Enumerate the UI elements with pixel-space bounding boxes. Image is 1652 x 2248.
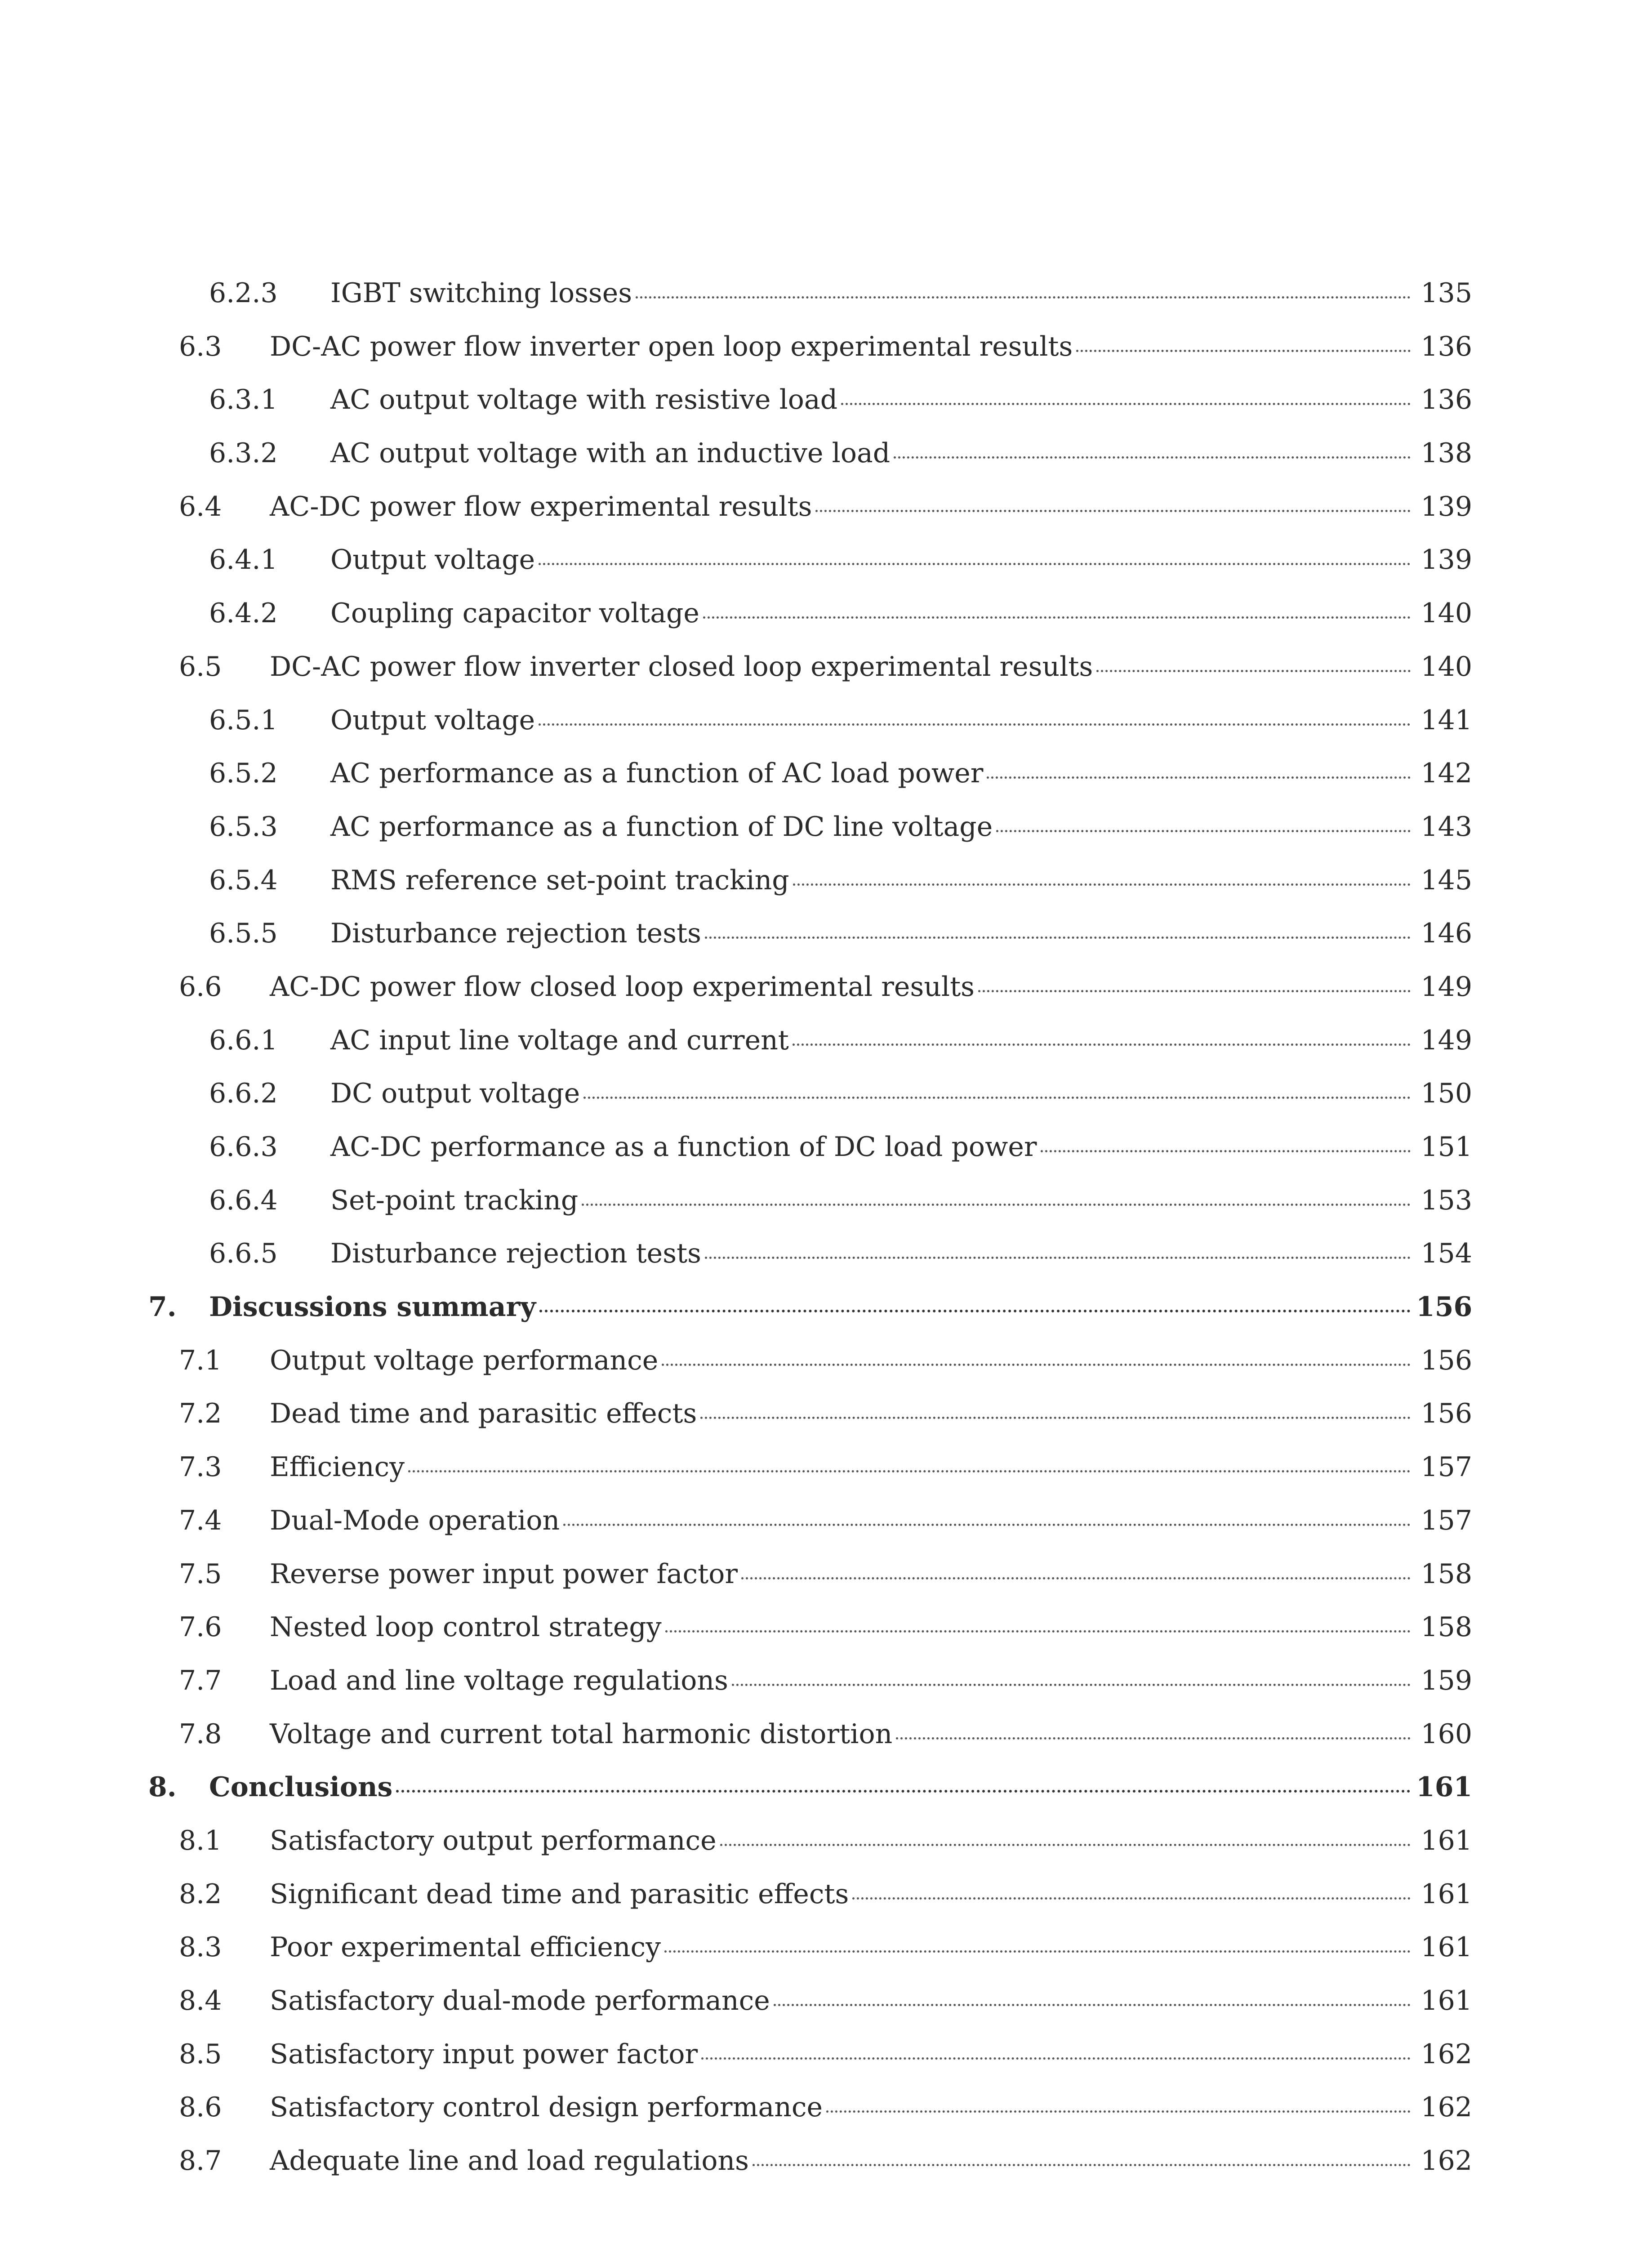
toc-entry-number: 8.4 [179, 1985, 222, 2016]
toc-entry[interactable] [0, 1235, 1652, 1288]
toc-entry-number: 6.6.3 [209, 1131, 278, 1163]
toc-entry-page-number[interactable]: 140 [1420, 651, 1472, 682]
toc-entry-title[interactable]: DC-AC power flow inverter closed loop experimental results [270, 651, 1093, 682]
toc-entry-page-number[interactable]: 145 [1420, 864, 1472, 896]
toc-entry-line [270, 1982, 1472, 2020]
toc-entry-line [270, 1342, 1472, 1379]
toc-entry-title[interactable]: RMS reference set-point tracking [330, 864, 789, 896]
dot-leader [978, 990, 1411, 992]
toc-entry-page-number[interactable]: 161 [1420, 1824, 1472, 1856]
toc-entry-page-number[interactable]: 159 [1420, 1664, 1472, 1696]
toc-entry-page-number[interactable]: 161 [1416, 1771, 1473, 1803]
toc-entry-number: 8. [148, 1771, 177, 1803]
toc-entry-title[interactable]: AC-DC power flow experimental results [270, 491, 812, 522]
toc-entry-line [330, 541, 1472, 579]
toc-entry-number: 6.5.3 [209, 811, 278, 843]
toc-entry-line [270, 488, 1472, 526]
toc-entry-title[interactable]: AC output voltage with an inductive load [330, 437, 891, 469]
toc-entry[interactable] [0, 2088, 1652, 2142]
toc-entry-page-number[interactable]: 160 [1420, 1718, 1472, 1750]
toc-entry-page-number[interactable]: 143 [1420, 811, 1472, 843]
toc-entry-title[interactable]: Voltage and current total harmonic distortion [270, 1718, 893, 1750]
dot-leader [852, 1897, 1411, 1900]
toc-entry[interactable] [0, 594, 1652, 648]
toc-entry-title[interactable]: Set-point tracking [330, 1184, 579, 1216]
toc-entry[interactable] [0, 701, 1652, 755]
toc-entry-number: 6.4 [179, 491, 222, 522]
dot-leader [705, 1257, 1411, 1259]
toc-entry-title[interactable]: AC-DC performance as a function of DC load power [330, 1131, 1037, 1163]
toc-entry-line [270, 1395, 1472, 1432]
toc-entry-title[interactable]: Dead time and parasitic effects [270, 1398, 697, 1430]
toc-entry-page-number[interactable]: 149 [1420, 1024, 1472, 1056]
dot-leader [1096, 670, 1411, 672]
toc-entry[interactable] [0, 1555, 1652, 1609]
toc-entry-title[interactable]: AC input line voltage and current [330, 1024, 789, 1056]
toc-entry-title[interactable]: AC output voltage with resistive load [330, 384, 838, 416]
toc-entry-line [270, 1822, 1472, 1860]
dot-leader [563, 1524, 1411, 1526]
toc-entry-line [330, 381, 1472, 419]
toc-entry-title[interactable]: Disturbance rejection tests [330, 1238, 701, 1270]
toc-entry[interactable] [0, 1342, 1652, 1395]
dot-leader [826, 2110, 1411, 2113]
toc-entry-page-number[interactable]: 157 [1420, 1504, 1472, 1536]
toc-entry-number: 6.4.2 [209, 598, 278, 629]
toc-entry-page-number[interactable]: 140 [1420, 598, 1472, 629]
toc-entry[interactable] [0, 1608, 1652, 1662]
dot-leader [896, 1737, 1411, 1740]
toc-entry-number: 8.5 [179, 2038, 222, 2070]
toc-entry-line [270, 1928, 1472, 1966]
toc-entry-page-number[interactable]: 135 [1420, 277, 1472, 309]
toc-entry[interactable] [0, 1982, 1652, 2035]
dot-leader [815, 510, 1411, 512]
dot-leader [664, 1950, 1411, 1953]
toc-entry-number: 6.6.4 [209, 1184, 278, 1216]
toc-entry[interactable] [0, 328, 1652, 381]
toc-entry[interactable] [0, 1928, 1652, 1982]
toc-entry-number: 7.2 [179, 1398, 222, 1430]
toc-entry-title[interactable]: DC-AC power flow inverter open loop experimental results [270, 330, 1073, 362]
dot-leader [793, 883, 1411, 886]
toc-entry-page-number[interactable]: 156 [1416, 1291, 1473, 1323]
toc-entry-page-number[interactable]: 153 [1420, 1184, 1472, 1216]
toc-entry-line [270, 1502, 1472, 1539]
toc-entry-line [270, 648, 1472, 686]
dot-leader [841, 403, 1411, 405]
toc-entry-line [330, 594, 1472, 632]
toc-entry-number: 7. [148, 1291, 177, 1323]
toc-entry-number: 6.5.4 [209, 864, 278, 896]
toc-entry-number: 7.1 [179, 1344, 222, 1376]
toc-entry-page-number[interactable]: 136 [1420, 330, 1472, 362]
toc-entry-page-number[interactable]: 150 [1420, 1078, 1472, 1110]
toc-entry-line [330, 914, 1472, 952]
toc-entry[interactable] [0, 1021, 1652, 1075]
dot-leader [1041, 1150, 1411, 1152]
toc-entry[interactable] [0, 1182, 1652, 1235]
toc-entry-page-number[interactable]: 162 [1420, 2092, 1472, 2123]
toc-entry-line [270, 1662, 1472, 1699]
toc-entry-page-number[interactable]: 136 [1420, 384, 1472, 416]
toc-entry-number: 6.5.1 [209, 704, 278, 736]
dot-leader [741, 1577, 1411, 1579]
toc-entry-number: 6.3.2 [209, 437, 278, 469]
toc-entry-line [270, 1875, 1472, 1913]
toc-entry-line [270, 1448, 1472, 1486]
toc-entry-number: 7.5 [179, 1558, 222, 1590]
toc-entry-line [270, 1608, 1472, 1646]
dot-leader [539, 1310, 1411, 1312]
dot-leader [793, 1044, 1411, 1046]
toc-entry-line [270, 1555, 1472, 1593]
toc-entry-line [330, 1021, 1472, 1059]
toc-entry-page-number[interactable]: 151 [1420, 1131, 1472, 1163]
dot-leader [583, 1097, 1411, 1099]
toc-entry-page-number[interactable]: 142 [1420, 758, 1472, 789]
toc-entry-page-number[interactable]: 156 [1420, 1344, 1472, 1376]
toc-entry-title[interactable]: AC performance as a function of AC load power [330, 758, 984, 789]
toc-entry-number: 6.6.1 [209, 1024, 278, 1056]
toc-entry-number: 6.6 [179, 971, 222, 1003]
toc-entry[interactable] [0, 1875, 1652, 1929]
dot-leader [665, 1630, 1411, 1632]
dot-leader [987, 776, 1411, 779]
dot-leader [582, 1204, 1411, 1206]
toc-entry-line [270, 2088, 1472, 2126]
toc-entry-title[interactable]: AC performance as a function of DC line voltage [330, 811, 993, 843]
toc-entry-title[interactable]: Significant dead time and parasitic effects [270, 1878, 849, 1910]
toc-entry-number: 6.3.1 [209, 384, 278, 416]
toc-entry-page-number[interactable]: 158 [1420, 1611, 1472, 1643]
toc-entry-number: 8.7 [179, 2145, 222, 2177]
toc-entry-line [330, 1235, 1472, 1272]
toc-entry-line [330, 754, 1472, 792]
dot-leader [1076, 350, 1411, 352]
toc-entry-title[interactable]: IGBT switching losses [330, 277, 632, 309]
toc-entry-number: 7.3 [179, 1451, 222, 1483]
toc-entry-line [330, 1128, 1472, 1166]
toc-entry-line [209, 1768, 1472, 1806]
toc-entry[interactable] [0, 1715, 1652, 1769]
dot-leader [662, 1364, 1411, 1366]
toc-entry-number: 6.5 [179, 651, 222, 682]
toc-entry-number: 6.5.5 [209, 918, 278, 950]
toc-entry-title[interactable]: Satisfactory input power factor [270, 2038, 698, 2070]
toc-entry-line [270, 968, 1472, 1006]
toc-entry-title[interactable]: Satisfactory dual-mode performance [270, 1985, 770, 2016]
toc-entry[interactable] [0, 381, 1652, 434]
toc-entry[interactable] [0, 1448, 1652, 1502]
toc-entry[interactable] [0, 274, 1652, 328]
toc-entry-line [270, 1715, 1472, 1753]
toc-entry-page-number[interactable]: 162 [1420, 2145, 1472, 2177]
toc-entry-number: 6.4.1 [209, 544, 278, 576]
toc-entry[interactable] [0, 754, 1652, 808]
toc-entry-page-number[interactable]: 157 [1420, 1451, 1472, 1483]
toc-entry-line [270, 328, 1472, 366]
toc-entry-number: 8.1 [179, 1824, 222, 1856]
toc-entry[interactable] [0, 861, 1652, 915]
dot-leader [774, 2004, 1411, 2006]
toc-entry-number: 6.3 [179, 330, 222, 362]
toc-entry-page-number[interactable]: 141 [1420, 704, 1472, 736]
toc-entry-title[interactable]: Output voltage [330, 704, 535, 736]
toc-entry-number: 7.6 [179, 1611, 222, 1643]
toc-chapter-entry[interactable] [0, 1768, 1652, 1822]
toc-entry-number: 7.8 [179, 1718, 222, 1750]
toc-entry-title[interactable]: Output voltage performance [270, 1344, 659, 1376]
toc-entry-title[interactable]: Efficiency [270, 1451, 405, 1483]
toc-entry-title[interactable]: Nested loop control strategy [270, 1611, 662, 1643]
toc-entry-line [330, 808, 1472, 846]
toc-entry-title[interactable]: Output voltage [330, 544, 535, 576]
dot-leader [894, 456, 1411, 459]
toc-entry-page-number[interactable]: 139 [1420, 491, 1472, 522]
toc-entry-line [330, 1075, 1472, 1112]
toc-entry-title[interactable]: Disturbance rejection tests [330, 918, 701, 950]
toc-entry[interactable] [0, 434, 1652, 488]
toc-entry-number: 8.3 [179, 1931, 222, 1963]
dot-leader [700, 1417, 1411, 1419]
toc-entry-number: 6.6.5 [209, 1238, 278, 1270]
toc-entry[interactable] [0, 648, 1652, 701]
toc-chapter-entry[interactable] [0, 1288, 1652, 1342]
dot-leader [539, 563, 1411, 565]
toc-entry[interactable] [0, 1662, 1652, 1715]
dot-leader [720, 1844, 1411, 1846]
toc-entry-line [209, 1288, 1472, 1326]
toc-entry-title[interactable]: Discussions summary [209, 1291, 536, 1323]
toc-entry[interactable] [0, 1395, 1652, 1448]
toc-entry-page-number[interactable]: 162 [1420, 2038, 1472, 2070]
toc-entry[interactable] [0, 2142, 1652, 2195]
toc-entry-title[interactable]: Conclusions [209, 1771, 393, 1803]
toc-entry[interactable] [0, 808, 1652, 861]
table-of-contents [0, 274, 1652, 2195]
dot-leader [408, 1470, 1411, 1472]
dot-leader [636, 296, 1411, 299]
dot-leader [753, 2164, 1411, 2166]
toc-entry-line [270, 2035, 1472, 2073]
toc-entry-line [330, 434, 1472, 472]
toc-entry-line [330, 1182, 1472, 1219]
toc-entry-line [270, 2142, 1472, 2180]
toc-entry-page-number[interactable]: 161 [1420, 1931, 1472, 1963]
toc-entry-number: 6.6.2 [209, 1078, 278, 1110]
dot-leader [703, 616, 1411, 619]
toc-entry[interactable] [0, 541, 1652, 594]
toc-entry[interactable] [0, 2035, 1652, 2089]
toc-entry-title[interactable]: Poor experimental efficiency [270, 1931, 661, 1963]
dot-leader [701, 2057, 1411, 2060]
toc-entry-number: 6.2.3 [209, 277, 278, 309]
dot-leader [705, 937, 1411, 939]
toc-entry-page-number[interactable]: 158 [1420, 1558, 1472, 1590]
toc-entry-title[interactable]: Adequate line and load regulations [270, 2145, 749, 2177]
toc-entry-page-number[interactable]: 156 [1420, 1398, 1472, 1430]
toc-entry-line [330, 861, 1472, 899]
toc-entry-number: 7.7 [179, 1664, 222, 1696]
toc-entry-line [330, 701, 1472, 739]
toc-entry[interactable] [0, 488, 1652, 541]
toc-entry[interactable] [0, 1822, 1652, 1875]
toc-entry-line [330, 274, 1472, 312]
toc-entry-title[interactable]: Satisfactory control design performance [270, 2092, 823, 2123]
toc-entry-page-number[interactable]: 139 [1420, 544, 1472, 576]
toc-entry[interactable] [0, 914, 1652, 968]
toc-entry-title[interactable]: AC-DC power flow closed loop experimental results [270, 971, 975, 1003]
toc-entry-title[interactable]: Satisfactory output performance [270, 1824, 717, 1856]
toc-entry-number: 8.2 [179, 1878, 222, 1910]
dot-leader [732, 1684, 1411, 1686]
dot-leader [996, 830, 1411, 832]
toc-entry-title[interactable]: Load and line voltage regulations [270, 1664, 728, 1696]
toc-entry-title[interactable]: Reverse power input power factor [270, 1558, 738, 1590]
toc-entry-page-number[interactable]: 161 [1420, 1985, 1472, 2016]
toc-entry-title[interactable]: DC output voltage [330, 1078, 580, 1110]
toc-entry-page-number[interactable]: 161 [1420, 1878, 1472, 1910]
toc-entry-page-number[interactable]: 149 [1420, 971, 1472, 1003]
toc-entry[interactable] [0, 1128, 1652, 1182]
toc-entry-number: 7.4 [179, 1504, 222, 1536]
dot-leader [396, 1790, 1411, 1793]
toc-entry-page-number[interactable]: 146 [1420, 918, 1472, 950]
toc-entry-number: 8.6 [179, 2092, 222, 2123]
toc-entry-number: 6.5.2 [209, 758, 278, 789]
dot-leader [539, 723, 1411, 726]
toc-entry[interactable] [0, 1075, 1652, 1128]
toc-entry[interactable] [0, 968, 1652, 1021]
toc-entry-page-number[interactable]: 138 [1420, 437, 1472, 469]
toc-entry[interactable] [0, 1502, 1652, 1555]
toc-entry-title[interactable]: Coupling capacitor voltage [330, 598, 699, 629]
toc-entry-page-number[interactable]: 154 [1420, 1238, 1472, 1270]
toc-entry-title[interactable]: Dual-Mode operation [270, 1504, 560, 1536]
